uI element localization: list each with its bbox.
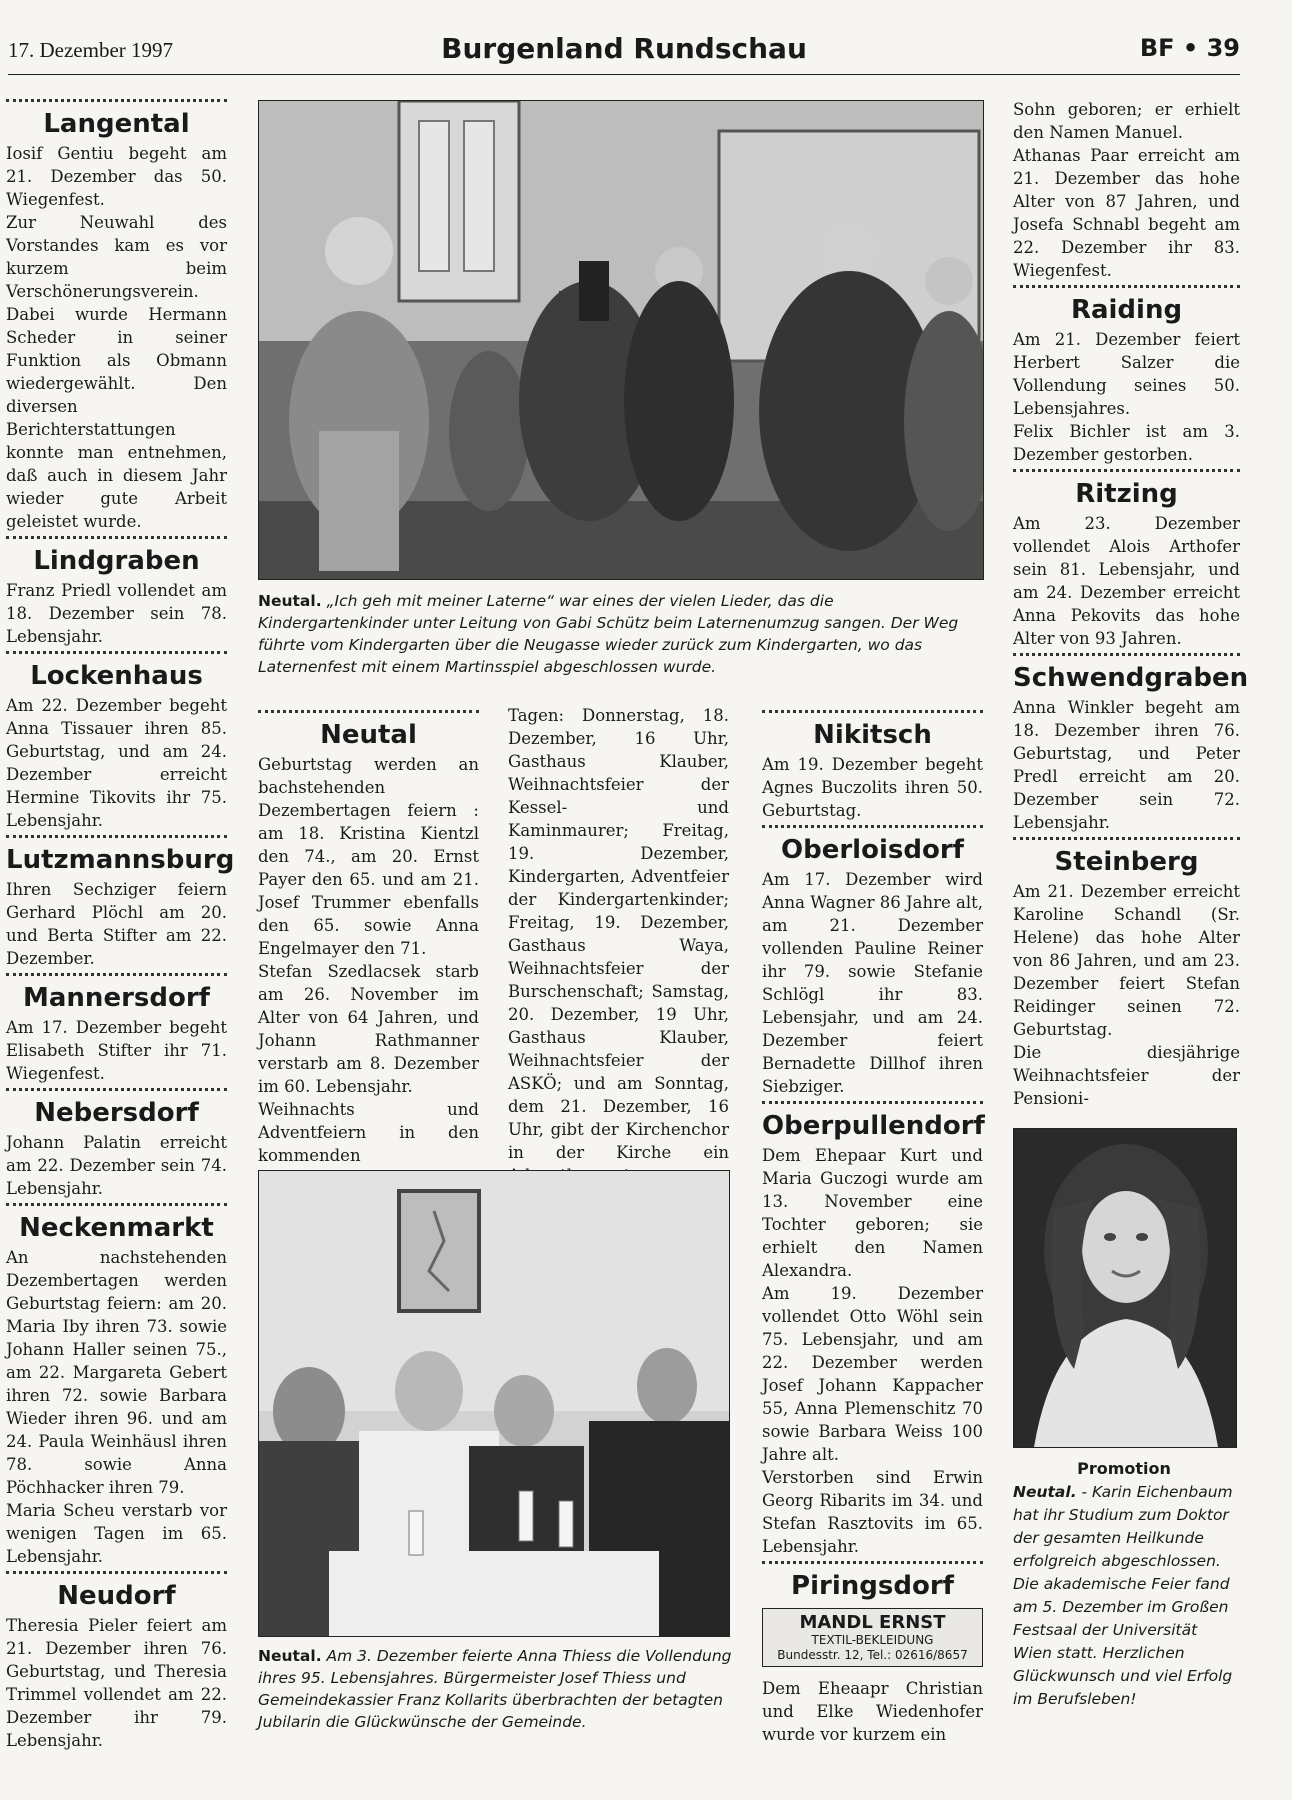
photo-birthday-celebration-image [259, 1171, 729, 1636]
section-title: Oberloisdorf [781, 835, 964, 865]
article-text: Maria Scheu verstarb vor wenigen Tagen im 65. Lebensjahr. [6, 1501, 227, 1566]
article-text: An nachstehenden Dezembertagen werden Geburtstag feiern: am 20. Maria Iby ihren 73. sowie Johann Haller seinen 75., am 22. Margareta Gebert ihren 72. sowie Barbara Wieder ihren 96. und am 24. Paula Weinhäusl ihren 78. sowie Anna Pöchhacker ihren 79. [6, 1248, 227, 1497]
divider [1013, 285, 1240, 288]
divider [6, 1571, 227, 1574]
photo-lantern-parade [258, 100, 984, 580]
article-text: Ihren Sechziger feiern Gerhard Plöchl am 20. und Berta Stifter am 22. Dezember. [6, 880, 227, 968]
section-title: Nikitsch [813, 720, 932, 750]
section-title: Schwendgraben [1013, 663, 1249, 693]
article-text: Am 17. Dezember wird Anna Wagner 86 Jahre alt, am 21. Dezember vollenden Pauline Reiner ihr 79. sowie Stefanie Schlögl ihr 83. Lebensjahr, und am 24. Dezember feiert Bernadette Dillhof ihren Siebziger. [762, 870, 983, 1096]
article-text: Sohn geboren; er erhielt den Namen Manuel. [1013, 100, 1240, 142]
promotion-title: Promotion [1077, 1459, 1171, 1478]
divider [762, 710, 983, 713]
promotion-box [1013, 1457, 1235, 1711]
divider [762, 825, 983, 828]
article-text: Dem Eheaapr Christian und Elke Wiedenhofer wurde vor kurzem ein [762, 1679, 983, 1744]
promotion-body: - Karin Eichenbaum hat ihr Studium zum Doktor der gesamten Heilkunde erfolgreich abgeschlossen. Die akademische Feier fand am 5. Dezember im Großen Festsaal der Universität Wien statt. Herzlichen Glückwunsch und viel Erfolg im Berufsleben! [1013, 1483, 1233, 1708]
article-text: Geburtstag werden an bachstehenden Dezembertagen feiern : am 18. Kristina Kientzl den 74., am 20. Ernst Payer den 65. und am 21. Josef Trummer ebenfalls den 65. sowie Anna Engelmayer den 71. [258, 755, 479, 958]
section-title: Steinberg [1054, 847, 1199, 877]
column-1 [6, 96, 235, 1752]
section-title: Lutzmannsburg [6, 845, 235, 875]
divider [762, 1101, 983, 1104]
section-title: Lindgraben [33, 546, 200, 576]
divider [1013, 653, 1240, 656]
article-text: Iosif Gentiu begeht am 21. Dezember das 50. Wiegenfest. [6, 144, 227, 209]
article-text: Franz Priedl vollendet am 18. Dezember sein 78. Lebensjahr. [6, 581, 227, 646]
photo-portrait-image [1014, 1129, 1236, 1447]
divider [1013, 469, 1240, 472]
divider [6, 835, 227, 838]
article-text: Zur Neuwahl des Vorstandes kam es vor kurzem beim Verschönerungsverein. Dabei wurde Hermann Scheder in seiner Funktion als Obmann wiedergewählt. Den diversen Berichterstattungen konnte man entnehmen, daß auch in diesem Jahr wieder gute Arbeit geleistet wurde. [6, 213, 227, 531]
article-text: Johann Palatin erreicht am 22. Dezember sein 74. Lebensjahr. [6, 1133, 227, 1198]
article-text: Anna Winkler begeht am 18. Dezember ihren 76. Geburtstag, und Peter Predl erreicht am 20. Dezember sein 72. Lebensjahr. [1013, 698, 1240, 832]
caption-text: „Ich geh mit meiner Laterne“ war eines der vielen Lieder, das die Kindergartenkinder unter Leitung von Gabi Schütz beim Laternenumzug sangen. Der Weg führte vom Kindergarten über die Neugasse wieder zurück zum Kindergarten, wo das Laternenfest mit einem Martinsspiel abgeschlossen wurde. [258, 592, 959, 676]
divider [6, 99, 227, 102]
promotion-place: Neutal. [1013, 1483, 1077, 1501]
article-text: Am 23. Dezember vollendet Alois Arthofer sein 81. Lebensjahr, und am 24. Dezember erreicht Anna Pekovits das hohe Alter von 93 Jahren. [1013, 514, 1240, 648]
article-text: Verstorben sind Erwin Georg Ribarits im 34. und Stefan Rasztovits im 65. Lebensjahr. [762, 1468, 983, 1556]
photo-caption [258, 590, 986, 678]
caption-place: Neutal. [258, 592, 322, 610]
advertisement-box [762, 1608, 983, 1667]
page-header [8, 30, 1240, 75]
divider [6, 973, 227, 976]
section-title: Neutal [320, 720, 417, 750]
section-title: Neudorf [57, 1581, 176, 1611]
caption-place: Neutal. [258, 1647, 322, 1665]
article-text: Theresia Pieler feiert am 21. Dezember ihren 76. Geburtstag, und Theresia Trimmel vollendet am 22. Dezember ihr 79. Lebensjahr. [6, 1616, 227, 1750]
article-text: Die diesjährige Weihnachtsfeier der Pensioni- [1013, 1043, 1240, 1108]
section-title: Langental [43, 109, 190, 139]
column-3 [508, 704, 729, 1187]
article-text: Felix Bichler ist am 3. Dezember gestorben. [1013, 422, 1240, 464]
issue-date: 17. Dezember 1997 [8, 38, 174, 62]
article-text: Stefan Szedlacsek starb am 26. November im Alter von 64 Jahren, und Johann Rathmanner verstarb am 8. Dezember im 60. Lebensjahr. [258, 962, 479, 1096]
column-4 [762, 707, 983, 1746]
article-text: Am 22. Dezember begeht Anna Tissauer ihren 85. Geburtstag, und am 24. Dezember erreicht Hermine Tikovits ihr 75. Lebensjahr. [6, 696, 227, 830]
article-text: Am 21. Dezember erreicht Karoline Schandl (Sr. Helene) das hohe Alter von 86 Jahren, und am 23. Dezember feiert Stefan Reidinger seinen 72. Geburtstag. [1013, 882, 1240, 1039]
column-5 [1013, 98, 1249, 1110]
photo-lantern-parade-image [259, 101, 983, 579]
ad-address: Bundesstr. 12, Tel.: 02616/8657 [777, 1648, 968, 1662]
photo-birthday-celebration [258, 1170, 730, 1637]
divider [6, 1088, 227, 1091]
section-title: Neckenmarkt [19, 1213, 214, 1243]
column-2 [258, 707, 479, 1167]
photo-caption [258, 1645, 734, 1733]
promotion-text [1013, 1481, 1235, 1711]
photo-portrait [1013, 1128, 1237, 1448]
newspaper-title: Burgenland Rundschau [441, 32, 807, 65]
article-text: Athanas Paar erreicht am 21. Dezember das hohe Alter von 87 Jahren, und Josefa Schnabl begeht am 22. Dezember ihr 83. Wiegenfest. [1013, 146, 1240, 280]
article-text: Am 19. Dezember begeht Agnes Buczolits ihren 50. Geburtstag. [762, 755, 983, 820]
divider [6, 651, 227, 654]
article-text: Am 21. Dezember feiert Herbert Salzer die Vollendung seines 50. Lebensjahres. [1013, 330, 1240, 418]
divider [6, 536, 227, 539]
section-title: Nebersdorf [34, 1098, 199, 1128]
article-text: Am 19. Dezember vollendet Otto Wöhl sein 75. Lebensjahr, und am 22. Dezember werden Josef Johann Kappacher 55, Anna Plemenschitz 70 sowie Barbara Weiss 100 Jahre alt. [762, 1284, 983, 1464]
ad-company-name: MANDL ERNST [799, 1612, 946, 1633]
divider [258, 710, 479, 713]
article-text: Tagen: Donnerstag, 18. Dezember, 16 Uhr, Gasthaus Klauber, Weihnachtsfeier der Kessel- und Kaminmaurer; Freitag, 19. Dezember, Kindergarten, Adventfeier der Kindergartenkinder; Freitag, 19. Dezember, Gasthaus Waya, Weihnachtsfeier der Burschenschaft; Samstag, 20. Dezember, 19 Uhr, Gasthaus Klauber, Weihnachtsfeier der ASKÖ; und am Sonntag, dem 21. Dezember, 16 Uhr, gibt der Kirchenchor in der Kirche ein [508, 706, 729, 1162]
ad-business-type: TEXTIL-BEKLEIDUNG [811, 1633, 934, 1647]
article-text: Dem Ehepaar Kurt und Maria Guczogi wurde am 13. November eine Tochter geboren; sie erhielt den Namen Alexandra. [762, 1146, 983, 1280]
section-title: Lockenhaus [30, 661, 203, 691]
caption-text: Am 3. Dezember feierte Anna Thiess die Vollendung ihres 95. Lebensjahres. Bürgermeister Josef Thiess und Gemeindekassier Franz Kollarits überbrachten der betagten Jubilarin die Glückwünsche der Gemeinde. [258, 1647, 732, 1731]
article-text: Am 17. Dezember begeht Elisabeth Stifter ihr 71. Wiegenfest. [6, 1018, 227, 1083]
divider [1013, 837, 1240, 840]
section-title: Mannersdorf [23, 983, 210, 1013]
article-text: Weihnachts und Adventfeiern in den kommenden [258, 1100, 479, 1165]
section-title: Raiding [1070, 295, 1183, 325]
section-title: Ritzing [1075, 479, 1178, 509]
page-number: BF • 39 [1139, 34, 1240, 62]
section-title: Piringsdorf [791, 1571, 954, 1601]
divider [6, 1203, 227, 1206]
divider [762, 1561, 983, 1564]
section-title: Oberpullendorf [762, 1111, 985, 1141]
